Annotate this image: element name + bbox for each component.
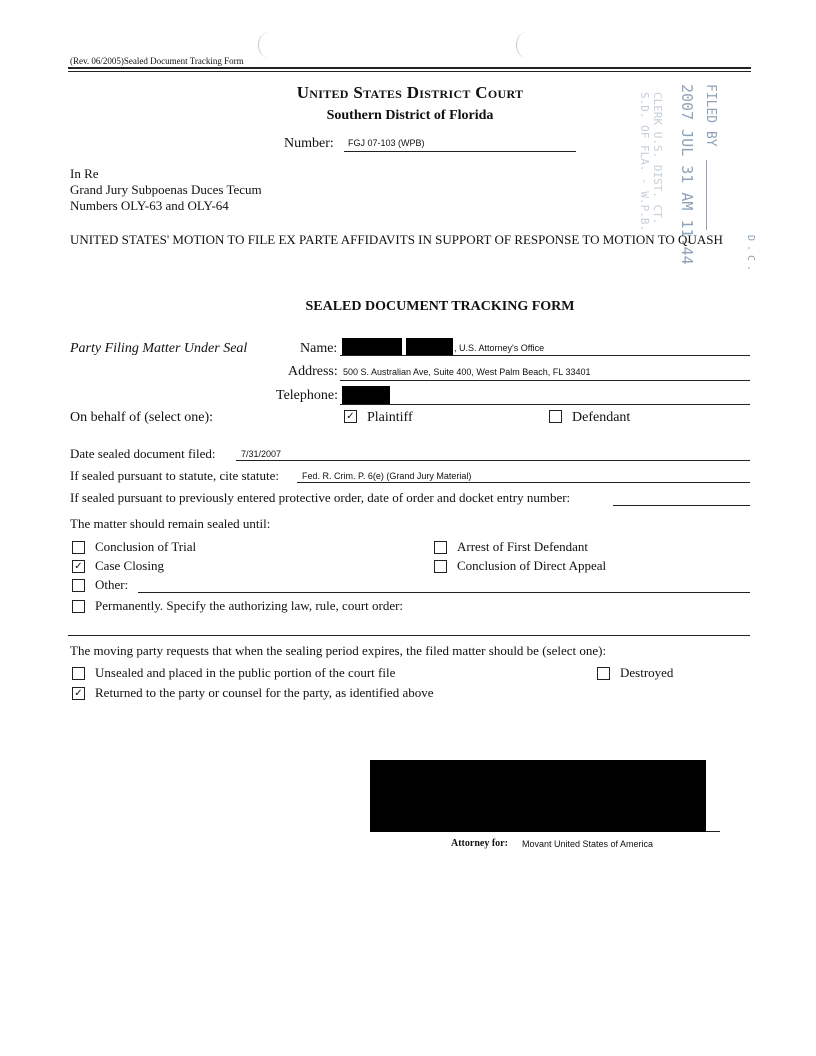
protective-order-label: If sealed pursuant to previously entered protective order, date of order and docket entry number:: [70, 490, 571, 505]
filed-by-line: [706, 160, 707, 230]
party-address-value: 500 S. Australian Ave, Suite 400, West Palm Beach, FL 33401: [343, 367, 591, 377]
party-address-label: Address:: [288, 364, 338, 379]
clerk-stamp-line2: S.D. OF FLA. - W.P.B.: [638, 92, 651, 232]
other-checkbox[interactable]: [72, 579, 85, 592]
redaction-box: [406, 338, 453, 355]
conclusion-of-trial-label: Conclusion of Trial: [95, 539, 197, 554]
returned-label: Returned to the party or counsel for the party, as identified above: [95, 685, 434, 700]
dc-stamp: D.C.: [745, 235, 756, 276]
destroyed-label: Destroyed: [620, 665, 674, 680]
court-name: United States District Court: [296, 83, 524, 102]
header-rule-thin: [68, 71, 751, 72]
filed-date-stamp: 2007 JUL 31 AM 11:44: [678, 84, 696, 265]
party-name-line: [340, 355, 750, 356]
protective-order-line: [613, 505, 750, 506]
statute-label: If sealed pursuant to statute, cite statute:: [70, 468, 280, 483]
conclusion-direct-appeal-checkbox[interactable]: [434, 560, 447, 573]
case-closing-label: Case Closing: [95, 558, 164, 573]
party-heading: Party Filing Matter Under Seal: [70, 341, 248, 356]
permanently-line: [68, 635, 750, 636]
plaintiff-checkbox[interactable]: ✓: [344, 410, 357, 423]
party-address-line: [340, 380, 750, 381]
behalf-label: On behalf of (select one):: [70, 410, 214, 425]
statute-value: Fed. R. Crim. P. 6(e) (Grand Jury Material): [302, 471, 472, 481]
hole-punch-mark: [516, 32, 537, 58]
party-telephone-line: [340, 404, 750, 405]
filed-by-stamp: FILED BY: [703, 84, 718, 147]
plaintiff-label: Plaintiff: [367, 410, 413, 425]
remain-sealed-label: The matter should remain sealed until:: [70, 516, 271, 531]
case-closing-checkbox[interactable]: ✓: [72, 560, 85, 573]
court-district: Southern District of Florida: [326, 108, 494, 123]
form-revision-label: (Rev. 06/2005)Sealed Document Tracking Form: [70, 56, 244, 66]
clerk-stamp-line1: CLERK U.S. DIST. CT.: [651, 92, 664, 225]
defendant-checkbox[interactable]: [549, 410, 562, 423]
date-filed-line: [236, 460, 750, 461]
date-filed-value: 7/31/2007: [241, 449, 282, 459]
case-numbers: Numbers OLY-63 and OLY-64: [70, 198, 229, 213]
other-label: Other:: [95, 577, 129, 592]
other-line: [138, 592, 750, 593]
case-in-re: In Re: [70, 166, 99, 181]
permanently-label: Permanently. Specify the authorizing law, rule, court order:: [95, 598, 404, 613]
party-telephone-label: Telephone:: [276, 388, 338, 403]
permanently-checkbox[interactable]: [72, 600, 85, 613]
defendant-label: Defendant: [572, 410, 631, 425]
case-number-value: FGJ 07-103 (WPB): [348, 138, 425, 148]
date-filed-label: Date sealed document filed:: [70, 446, 216, 461]
hole-punch-mark: [258, 32, 279, 58]
form-title: SEALED DOCUMENT TRACKING FORM: [305, 299, 575, 314]
signature-redaction: [370, 760, 706, 832]
conclusion-of-trial-checkbox[interactable]: [72, 541, 85, 554]
case-subpoenas: Grand Jury Subpoenas Duces Tecum: [70, 182, 262, 197]
unsealed-checkbox[interactable]: [72, 667, 85, 680]
arrest-first-defendant-checkbox[interactable]: [434, 541, 447, 554]
conclusion-direct-appeal-label: Conclusion of Direct Appeal: [457, 558, 607, 573]
attorney-for-label: Attorney for:: [451, 838, 508, 849]
attorney-for-value: Movant United States of America: [522, 839, 654, 849]
header-rule: [68, 67, 751, 69]
statute-line: [297, 482, 750, 483]
motion-title: UNITED STATES' MOTION TO FILE EX PARTE AFFIDAVITS IN SUPPORT OF RESPONSE TO MOTION TO QUASH: [70, 232, 723, 247]
returned-checkbox[interactable]: ✓: [72, 687, 85, 700]
party-name-value: , U.S. Attorney's Office: [454, 343, 545, 353]
arrest-first-defendant-label: Arrest of First Defendant: [457, 539, 589, 554]
signature-line: [706, 831, 720, 832]
expiry-label: The moving party requests that when the sealing period expires, the filed matter should be (select one):: [70, 643, 607, 658]
case-number-label: Number:: [284, 136, 334, 151]
redaction-box: [342, 338, 402, 355]
party-name-label: Name:: [300, 341, 338, 356]
destroyed-checkbox[interactable]: [597, 667, 610, 680]
unsealed-label: Unsealed and placed in the public portion of the court file: [95, 665, 396, 680]
redaction-box: [342, 386, 390, 404]
case-number-line: [344, 151, 576, 152]
